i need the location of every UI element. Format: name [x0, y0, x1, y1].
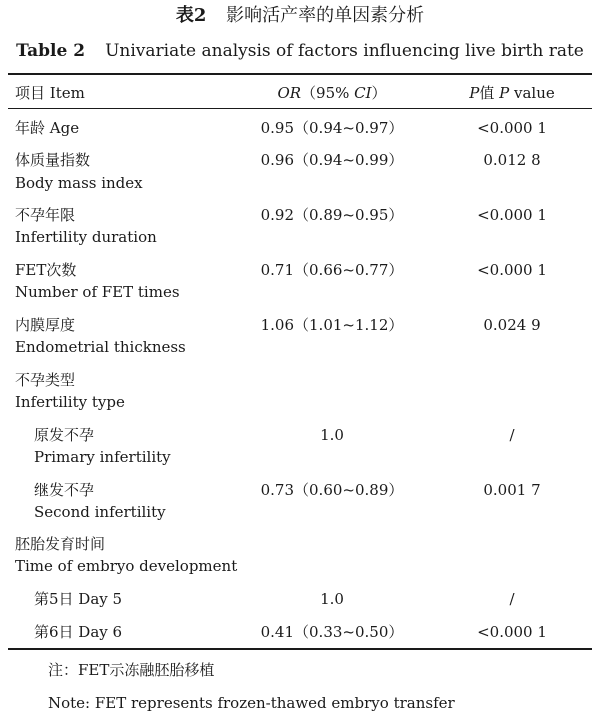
group-embryo-time-en: Time of embryo development: [15, 557, 238, 575]
header-p-rest: value: [509, 84, 555, 102]
header-or: [232, 82, 432, 104]
row-day6-p: <0.000 1: [477, 623, 547, 641]
row-endometrial-label-cn: 内膜厚度: [15, 316, 76, 334]
table-title-cn-text: 影响活产率的单因素分析: [226, 5, 425, 26]
row-duration-p: <0.000 1: [477, 206, 547, 224]
row-fet-label-cn: FET次数: [15, 261, 77, 279]
row-day5-p: /: [509, 590, 515, 608]
header-ci-italic: CI: [354, 84, 372, 102]
row-day6-label: 第6日 Day 6: [34, 623, 123, 641]
note-cn: 注：FET示冻融胚胎移植: [48, 661, 215, 679]
bottom-rule: [8, 648, 592, 650]
row-age-label: 年龄 Age: [15, 119, 80, 137]
row-duration-or: 0.92（0.89~0.95）: [260, 206, 404, 224]
row-fet-p: <0.000 1: [477, 261, 547, 279]
row-duration-label-en: Infertility duration: [15, 228, 157, 246]
table-title-en-text: Univariate analysis of factors influencing live birth rate: [105, 41, 584, 61]
row-bmi-or: 0.96（0.94~0.99）: [260, 151, 404, 169]
header-or-rest: （95%: [301, 84, 355, 102]
row-age-p: <0.000 1: [477, 119, 547, 137]
row-day6-or: 0.41（0.33~0.50）: [260, 623, 404, 641]
row-secondary-or: 0.73（0.60~0.89）: [260, 481, 404, 499]
row-primary-p: /: [509, 426, 515, 444]
header-rule: [8, 108, 592, 109]
header-p-italic: P: [469, 84, 480, 102]
row-secondary-label-cn: 继发不孕: [34, 481, 95, 499]
row-primary-or: 1.0: [320, 426, 344, 444]
row-fet-or: 0.71（0.66~0.77）: [260, 261, 404, 279]
table-title-cn: [0, 4, 600, 28]
table-title-en: [0, 38, 600, 64]
header-or-italic: OR: [277, 84, 302, 102]
row-secondary-p: 0.001 7: [483, 481, 541, 499]
top-rule: [8, 73, 592, 75]
group-infertility-type-cn: 不孕类型: [15, 371, 76, 389]
group-embryo-time-cn: 胚胎发育时间: [15, 535, 106, 553]
row-endometrial-p: 0.024 9: [483, 316, 541, 334]
row-age-or: 0.95（0.94~0.97）: [260, 119, 404, 137]
row-primary-label-cn: 原发不孕: [34, 426, 95, 444]
row-day5-label: 第5日 Day 5: [34, 590, 123, 608]
row-bmi-label-en: Body mass index: [15, 174, 143, 192]
group-infertility-type-en: Infertility type: [15, 393, 125, 411]
row-secondary-label-en: Second infertility: [34, 503, 166, 521]
row-duration-label-cn: 不孕年限: [15, 206, 76, 224]
header-p: [432, 82, 592, 104]
table-number-cn: 表2: [175, 5, 207, 26]
row-bmi-label-cn: 体质量指数: [15, 151, 91, 169]
row-endometrial-or: 1.06（1.01~1.12）: [260, 316, 404, 334]
header-p-middle: 值: [479, 84, 500, 102]
note-en: Note: FET represents frozen-thawed embryo transfer: [48, 694, 455, 712]
row-endometrial-label-en: Endometrial thickness: [15, 338, 186, 356]
header-item: 项目 Item: [15, 84, 85, 102]
row-bmi-p: 0.012 8: [483, 151, 541, 169]
row-day5-or: 1.0: [320, 590, 344, 608]
header-or-close: ）: [371, 84, 387, 102]
row-primary-label-en: Primary infertility: [34, 448, 171, 466]
row-fet-label-en: Number of FET times: [15, 283, 180, 301]
table-number-en: Table 2: [16, 41, 86, 61]
header-p-italic2: P: [499, 84, 510, 102]
